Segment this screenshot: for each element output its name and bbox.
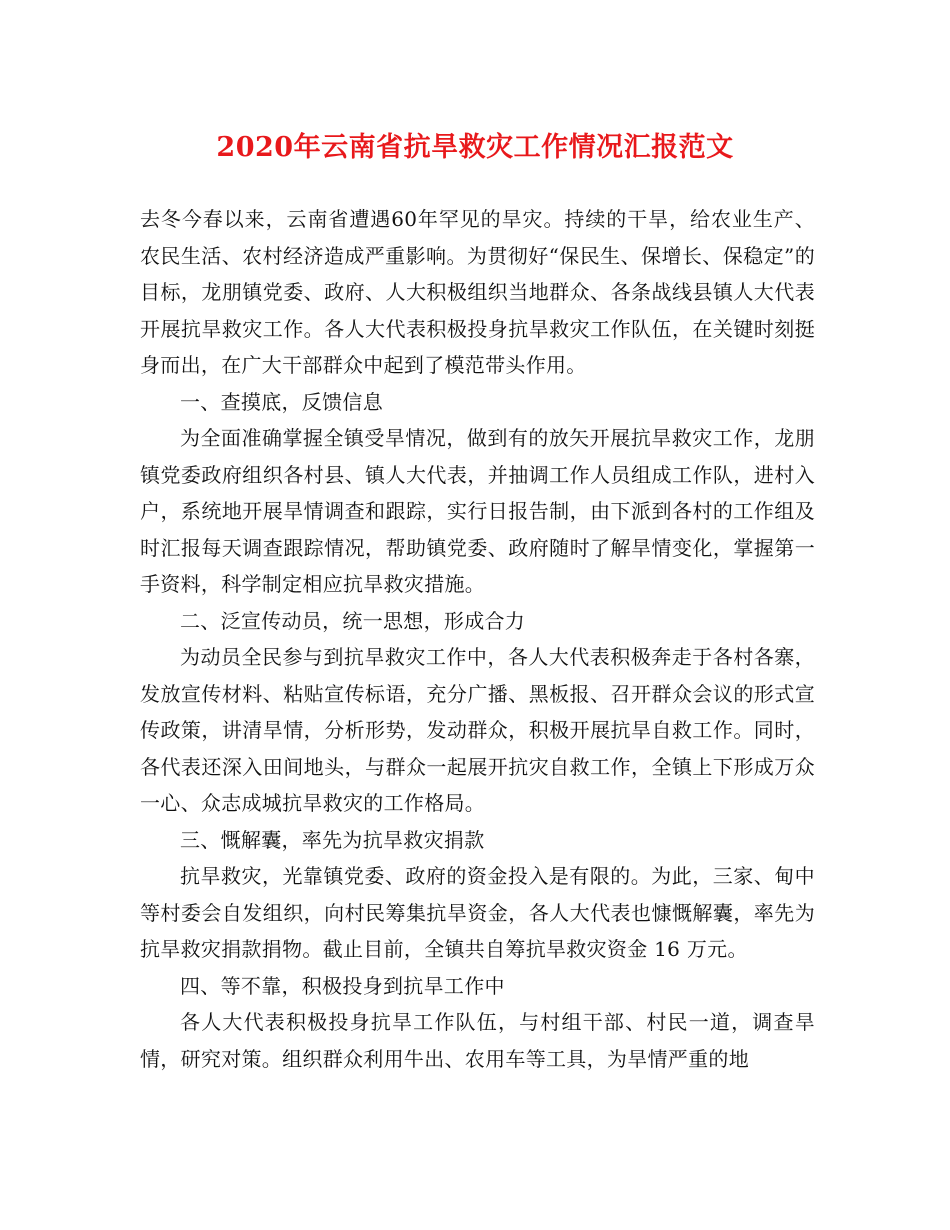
section-heading-3: 三、慨解囊，率先为抗旱救灾捐款: [180, 827, 485, 852]
section-paragraph-4: 各人大代表积极投身抗旱工作队伍，与村组干部、村民一道，调查旱情，研究对策。组织群众利用牛出、农用车等工具，为旱情严重的地: [140, 1010, 815, 1071]
intro-paragraph: 去冬今春以来，云南省遭遇60年罕见的旱灾。持续的干旱，给农业生产、农民生活、农村经济造成严重影响。为贯彻好“保民生、保增长、保稳定”的目标，龙朋镇党委、政府、人大积极组织当地群众、各条战线县镇人大代表开展抗旱救灾工作。各人大代表积极投身抗旱救灾工作队伍，在关键时刻挺身而出，在广大干部群众中起到了模范带头作用。: [140, 207, 815, 377]
document-title: 2020年云南省抗旱救灾工作情况汇报范文: [216, 132, 734, 163]
section-paragraph-3: 抗旱救灾，光靠镇党委、政府的资金投入是有限的。为此，三家、甸中等村委会自发组织，向村民筹集抗旱资金，各人大代表也慷慨解囊，率先为抗旱救灾捐款捐物。截止目前，全镇共自筹抗旱救灾资金 16 万元。: [140, 864, 815, 961]
section-heading-1: 一、查摸底，反馈信息: [180, 389, 383, 414]
section-heading-2: 二、泛宣传动员，统一思想，形成合力: [180, 608, 526, 633]
section-paragraph-2: 为动员全民参与到抗旱救灾工作中，各人大代表积极奔走于各村各寨，发放宣传材料、粘贴宣传标语，充分广播、黑板报、召开群众会议的形式宣传政策，讲清旱情，分析形势，发动群众，积极开展抗旱自救工作。同时，各代表还深入田间地头，与群众一起展开抗灾自救工作，全镇上下形成万众一心、众志成城抗旱救灾的工作格局。: [140, 645, 815, 815]
section-heading-4: 四、等不靠，积极投身到抗旱工作中: [180, 973, 505, 998]
document-body: [140, 201, 815, 1077]
section-paragraph-1: 为全面准确掌握全镇受旱情况，做到有的放矢开展抗旱救灾工作，龙朋镇党委政府组织各村县、镇人大代表，并抽调工作人员组成工作队，进村入户，系统地开展旱情调查和跟踪，实行日报告制，由下派到各村的工作组及时汇报每天调查跟踪情况，帮助镇党委、政府随时了解旱情变化，掌握第一手资料，科学制定相应抗旱救灾措施。: [140, 426, 815, 596]
